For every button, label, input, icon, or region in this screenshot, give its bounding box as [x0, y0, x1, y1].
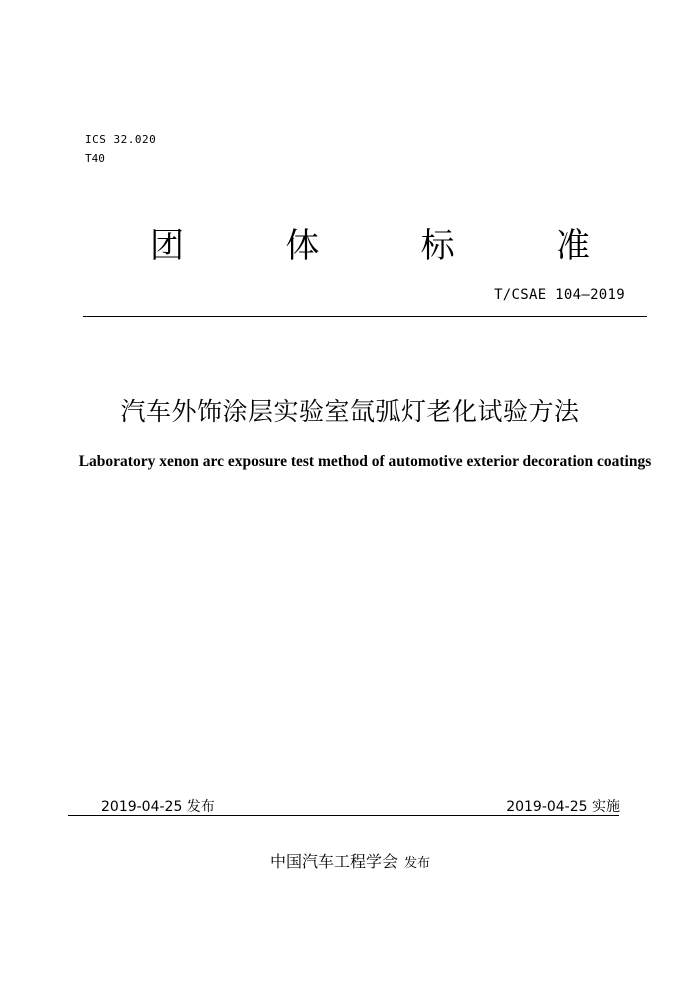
standard-type-char: 标: [420, 226, 455, 266]
publisher: [0, 849, 700, 872]
standard-type-char: 准: [555, 226, 590, 266]
publisher-suffix: 发布: [404, 856, 431, 871]
issue-date: 2019-04-25 发布: [101, 799, 215, 815]
standard-number: T/CSAE 104—2019: [494, 287, 625, 303]
standard-type-char: 团: [150, 226, 184, 266]
implementation-date: 2019-04-25 实施: [506, 799, 620, 815]
ics-code: ICS 32.020: [85, 133, 157, 146]
publisher-name: 中国汽车工程学会: [269, 852, 398, 871]
standard-type-title: [100, 222, 640, 270]
header-divider: [83, 316, 647, 317]
footer-divider: [68, 815, 619, 816]
classification-code: T40: [85, 152, 105, 165]
document-title-english: Laboratory xenon arc exposure test method of automotive exterior decoration coatings: [78, 453, 652, 470]
document-title-chinese: 汽车外饰涂层实验室氙弧灯老化试验方法: [120, 397, 580, 426]
standard-type-char: 体: [285, 226, 320, 266]
